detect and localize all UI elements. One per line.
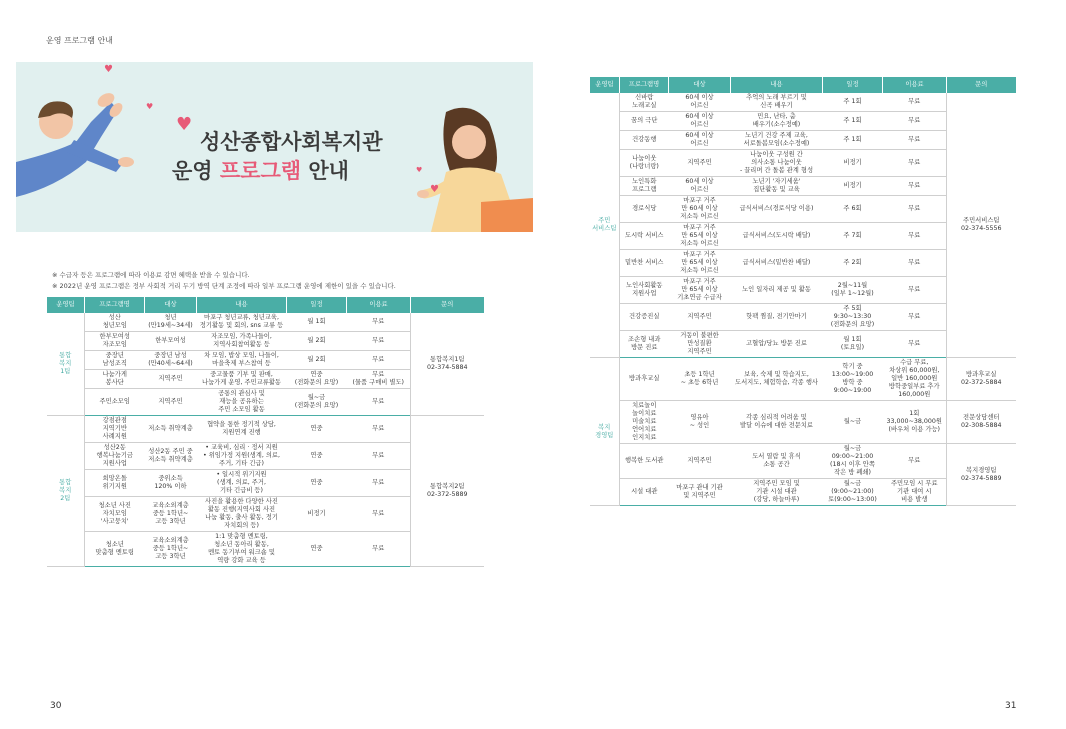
program-cell: 성산 청년모임 <box>85 313 145 332</box>
team-cell: 통합 복지 2팀 <box>47 416 85 567</box>
column-header: 일정 <box>287 297 347 313</box>
column-header: 대상 <box>145 297 197 313</box>
target-cell: 마포구 거주 만 65세 이상 저소득 어르신 <box>669 250 731 277</box>
program-cell: 건강동행 <box>620 131 669 150</box>
target-cell: 마포구 관내 기관 및 지역주민 <box>669 479 731 506</box>
target-cell: 지역주민 <box>669 304 731 331</box>
page-title-line1: 성산종합사회복지관 <box>200 130 383 154</box>
content-cell: 보육, 숙제 및 학습지도, 도서지도, 체험학습, 각종 행사 <box>731 358 823 401</box>
heart-icon: ♥ <box>104 64 113 75</box>
fee-cell: 무료 <box>883 93 947 112</box>
table-row <box>47 313 484 332</box>
table-row <box>590 93 1016 112</box>
program-table-left <box>46 297 484 567</box>
program-cell: 강점관점 지역기반 사례지원 <box>85 416 145 443</box>
target-cell: 성산2동 주민 중 저소득 취약계층 <box>145 443 197 470</box>
target-cell: 중위소득 120% 이하 <box>145 470 197 497</box>
content-cell: • 교육비, 심리 · 정서 지원 • 위임가정 지원(생계, 의료, 주거, 기타 긴급) <box>197 443 287 470</box>
program-cell: 경로식당 <box>620 196 669 223</box>
target-cell: 60세 이상 어르신 <box>669 112 731 131</box>
content-cell: 각종 심리적 어려움 및 발달 이슈에 대한 전문치료 <box>731 401 823 444</box>
program-table-right <box>589 77 1016 506</box>
schedule-cell: 연중 <box>287 443 347 470</box>
content-cell: 급식서비스(도시락 배달) <box>731 223 823 250</box>
heart-icon: ♥ <box>416 166 423 174</box>
content-cell: 공통의 관심사 및 재능을 공유하는 주민 소모임 활동 <box>197 389 287 416</box>
note-2: ※ 2022년 운영 프로그램은 정부 사회적 거리 두기 방역 단계 조정에 따라 일부 프로그램 운영에 제한이 있을 수 있습니다. <box>52 282 396 290</box>
fee-cell: 무료 (물품 구매비 별도) <box>347 370 411 389</box>
running-header: 운영 프로그램 안내 <box>46 36 113 45</box>
fee-cell: 무료 <box>883 223 947 250</box>
program-cell: 꿈의 극단 <box>620 112 669 131</box>
fee-cell: 무료 <box>883 177 947 196</box>
schedule-cell: 연중 (전화문의 요망) <box>287 370 347 389</box>
program-cell: 방과후교실 <box>620 358 669 401</box>
schedule-cell: 주 1회 <box>823 112 883 131</box>
fee-cell: 무료 <box>347 313 411 332</box>
target-cell: 한부모여성 <box>145 332 197 351</box>
right-page <box>533 0 1066 729</box>
target-cell: 거동이 불편한 만성질환 지역주민 <box>669 331 731 358</box>
column-header: 이용료 <box>347 297 411 313</box>
fee-cell: 무료 <box>347 470 411 497</box>
target-cell: 마포구 거주 만 60세 이상 저소득 어르신 <box>669 196 731 223</box>
schedule-cell: 학기 중 13:00~19:00 방학 중 9:00~19:00 <box>823 358 883 401</box>
target-cell: 초등 1학년 ~ 초등 6학년 <box>669 358 731 401</box>
program-cell: 도시락 서비스 <box>620 223 669 250</box>
contact-cell: 통합복지2팀 02-372-5889 <box>411 416 484 567</box>
team-cell: 통합 복지 1팀 <box>47 313 85 416</box>
schedule-cell: 월~금 <box>823 401 883 444</box>
program-cell: 희망온돌 위기지원 <box>85 470 145 497</box>
content-cell: 협약을 통한 정기적 상담, 지원연계 진행 <box>197 416 287 443</box>
content-cell: 급식서비스(밑반찬 배달) <box>731 250 823 277</box>
content-cell: 민요, 난타, 춤 배우기(소수정예) <box>731 112 823 131</box>
schedule-cell: 월 2회 <box>287 332 347 351</box>
program-cell: 나눔가게 봉사단 <box>85 370 145 389</box>
column-header: 운영팀 <box>590 77 620 93</box>
fee-cell: 무료 <box>883 250 947 277</box>
target-cell: 중장년 남성 (만40세~64세) <box>145 351 197 370</box>
target-cell: 교육소외계층 중등 1학년~ 고등 3학년 <box>145 497 197 532</box>
reaching-man-illustration <box>16 62 196 232</box>
contact-cell: 주민서비스팀 02-374-5556 <box>947 93 1016 358</box>
target-cell: 지역주민 <box>669 150 731 177</box>
column-header: 문의 <box>947 77 1016 93</box>
program-cell: 치료놀이 놀이치료 미술치료 언어치료 인지치료 <box>620 401 669 444</box>
contact-cell: 방과후교실 02-372-5884 <box>947 358 1016 401</box>
content-cell: 핫팩 찜질, 전기안마기 <box>731 304 823 331</box>
content-cell: 추억의 노래 부르기 및 신곡 배우기 <box>731 93 823 112</box>
fee-cell: 수급 무료, 차상위 60,000원, 일반 160,000원 방학중일부료 추가 160,000원 <box>883 358 947 401</box>
program-cell: 건강증진실 <box>620 304 669 331</box>
fee-cell: 무료 <box>883 331 947 358</box>
schedule-cell: 비정기 <box>287 497 347 532</box>
note-1: ※ 수급자 등은 프로그램에 따라 이용료 감면 혜택을 받을 수 있습니다. <box>52 271 250 279</box>
schedule-cell: 주 1회 <box>823 131 883 150</box>
target-cell: 60세 이상 어르신 <box>669 177 731 196</box>
table-row <box>590 444 1016 479</box>
schedule-cell: 주 2회 <box>823 250 883 277</box>
schedule-cell: 월~금 (전화문의 요망) <box>287 389 347 416</box>
contact-cell: 복지경영팀 02-374-5889 <box>947 444 1016 506</box>
fee-cell: 무료 <box>347 416 411 443</box>
program-cell: 주민소모임 <box>85 389 145 416</box>
schedule-cell: 월 2회 <box>287 351 347 370</box>
fee-cell: 무료 <box>347 497 411 532</box>
column-header: 내용 <box>731 77 823 93</box>
schedule-cell: 연중 <box>287 470 347 497</box>
program-cell: 신바람 노래교실 <box>620 93 669 112</box>
fee-cell: 무료 <box>347 443 411 470</box>
heart-icon: ♥ <box>146 102 154 111</box>
program-cell: 성산2동 행복나눔기금 지원사업 <box>85 443 145 470</box>
fee-cell: 1회 33,000~38,000원 (바우처 이용 가능) <box>883 401 947 444</box>
fee-cell: 무료 <box>883 131 947 150</box>
content-cell: 차 모임, 밥상 모임, 나들이, 마을축제 부스참여 등 <box>197 351 287 370</box>
page-title-line2: 운영 프로그램 안내 <box>172 159 349 183</box>
schedule-cell: 월~금 09:00~21:00 (18시 이후 안쪽 작은 방 폐쇄) <box>823 444 883 479</box>
schedule-cell: 주 1회 <box>823 93 883 112</box>
schedule-cell: 주 5회 9:30~13:30 (전화문의 요망) <box>823 304 883 331</box>
target-cell: 마포구 거주 만 65세 이상 저소득 어르신 <box>669 223 731 250</box>
target-cell: 60세 이상 어르신 <box>669 131 731 150</box>
program-cell: 한부모여성 자조모임 <box>85 332 145 351</box>
column-header: 이용료 <box>883 77 947 93</box>
fee-cell: 무료 <box>347 332 411 351</box>
content-cell: 노년기 '자기세움' 집단활동 및 교육 <box>731 177 823 196</box>
target-cell: 마포구 거주 만 65세 이상 기초연금 수급자 <box>669 277 731 304</box>
team-cell: 복지 경영팀 <box>590 358 620 506</box>
column-header: 내용 <box>197 297 287 313</box>
heart-icon: ♥ <box>176 114 193 135</box>
fee-cell: 무료 <box>883 277 947 304</box>
content-cell: 1:1 맞춤형 멘토링, 청소년 동아리 활동, 멘토 동기부여 워크숍 및 역량 강화 교육 등 <box>197 532 287 567</box>
target-cell: 교육소외계층 중등 1학년~ 고등 3학년 <box>145 532 197 567</box>
target-cell: 저소득 취약계층 <box>145 416 197 443</box>
content-cell: 마포구 청년교류, 청년교육, 정기활동 및 회의, sns 교류 등 <box>197 313 287 332</box>
content-cell: 지역주민 모임 및 기관 시설 대관 (강당, 하늘마루) <box>731 479 823 506</box>
fee-cell: 무료 <box>883 304 947 331</box>
fee-cell: 무료 <box>883 150 947 177</box>
content-cell: 사진을 활용한 다양한 사진 활동 진행(지역사회 사진 나눔 활동, 출사 활동, 정기 자치회의 등) <box>197 497 287 532</box>
program-cell: 청소년 사진 자치모임 '사고뭉치' <box>85 497 145 532</box>
notes <box>52 270 396 292</box>
fee-cell: 무료 <box>347 532 411 567</box>
schedule-cell: 월 1회 (토요일) <box>823 331 883 358</box>
table-header-row <box>47 297 484 313</box>
column-header: 대상 <box>669 77 731 93</box>
program-cell: 행복한 도서관 <box>620 444 669 479</box>
column-header: 운영팀 <box>47 297 85 313</box>
fee-cell: 무료 <box>347 389 411 416</box>
content-cell: 노년기 건강 주제 교육, 서로돌봄모임(소수정예) <box>731 131 823 150</box>
program-cell: 시설 대관 <box>620 479 669 506</box>
table-row <box>590 401 1016 444</box>
fee-cell: 무료 <box>347 351 411 370</box>
content-cell: 중고물품 기부 및 판매, 나눔가게 운영, 주민교류활동 <box>197 370 287 389</box>
column-header: 일정 <box>823 77 883 93</box>
table-row <box>590 358 1016 401</box>
schedule-cell: 주 6회 <box>823 196 883 223</box>
team-cell: 주민 서비스팀 <box>590 93 620 358</box>
target-cell: 청년 (만19세~34세) <box>145 313 197 332</box>
target-cell: 지역주민 <box>669 444 731 479</box>
column-header: 프로그램명 <box>620 77 669 93</box>
woman-illustration <box>411 102 533 232</box>
target-cell: 영유아 ~ 성인 <box>669 401 731 444</box>
program-cell: 노인사회활동 지원사업 <box>620 277 669 304</box>
fee-cell: 무료 <box>883 112 947 131</box>
target-cell: 지역주민 <box>145 389 197 416</box>
schedule-cell: 비정기 <box>823 150 883 177</box>
program-cell: 밑반찬 서비스 <box>620 250 669 277</box>
contact-cell: 전문상담센터 02-308-5884 <box>947 401 1016 444</box>
schedule-cell: 비정기 <box>823 177 883 196</box>
content-cell: 도서 열람 및 휴식 소통 공간 <box>731 444 823 479</box>
content-cell: 고혈압/당뇨 방문 진료 <box>731 331 823 358</box>
program-cell: 청소년 맞춤형 멘토링 <box>85 532 145 567</box>
content-cell: 자조모임, 가족나들이, 지역사회참여활동 등 <box>197 332 287 351</box>
schedule-cell: 월 1회 <box>287 313 347 332</box>
column-header: 문의 <box>411 297 484 313</box>
schedule-cell: 2월~11월 (일부 1~12월) <box>823 277 883 304</box>
content-cell: 노인 일자리 제공 및 활동 <box>731 277 823 304</box>
schedule-cell: 연중 <box>287 532 347 567</box>
column-header: 프로그램명 <box>85 297 145 313</box>
page-number: 31 <box>1005 701 1017 711</box>
content-cell: 급식서비스(경로식당 이용) <box>731 196 823 223</box>
content-cell: • 일시적 위기지원 (생계, 의료, 주거, 기타 긴급비 등) <box>197 470 287 497</box>
schedule-cell: 연중 <box>287 416 347 443</box>
contact-cell: 통합복지1팀 02-374-5884 <box>411 313 484 416</box>
heart-icon: ♥ <box>430 184 439 195</box>
program-cell: 나눔이웃 (나랑너랑) <box>620 150 669 177</box>
schedule-cell: 주 7회 <box>823 223 883 250</box>
program-cell: 조손형 내과 방문 진료 <box>620 331 669 358</box>
fee-cell: 무료 <box>883 196 947 223</box>
page-number: 30 <box>50 701 62 711</box>
schedule-cell: 월~금(9:00~21:00) 토(9:00~13:00) <box>823 479 883 506</box>
target-cell: 60세 이상 어르신 <box>669 93 731 112</box>
content-cell: 나눔이웃 구성원 간 의사소통 나눔이웃 - 끌리며 간 돌봄 관계 형성 <box>731 150 823 177</box>
program-cell: 중장년 남성조직 <box>85 351 145 370</box>
target-cell: 지역주민 <box>145 370 197 389</box>
table-row <box>47 416 484 443</box>
table-header-row <box>590 77 1016 93</box>
fee-cell: 무료 <box>883 444 947 479</box>
fee-cell: 주민모임 시 무료 기관 대여 시 비용 발생 <box>883 479 947 506</box>
program-cell: 노인특화 프로그램 <box>620 177 669 196</box>
